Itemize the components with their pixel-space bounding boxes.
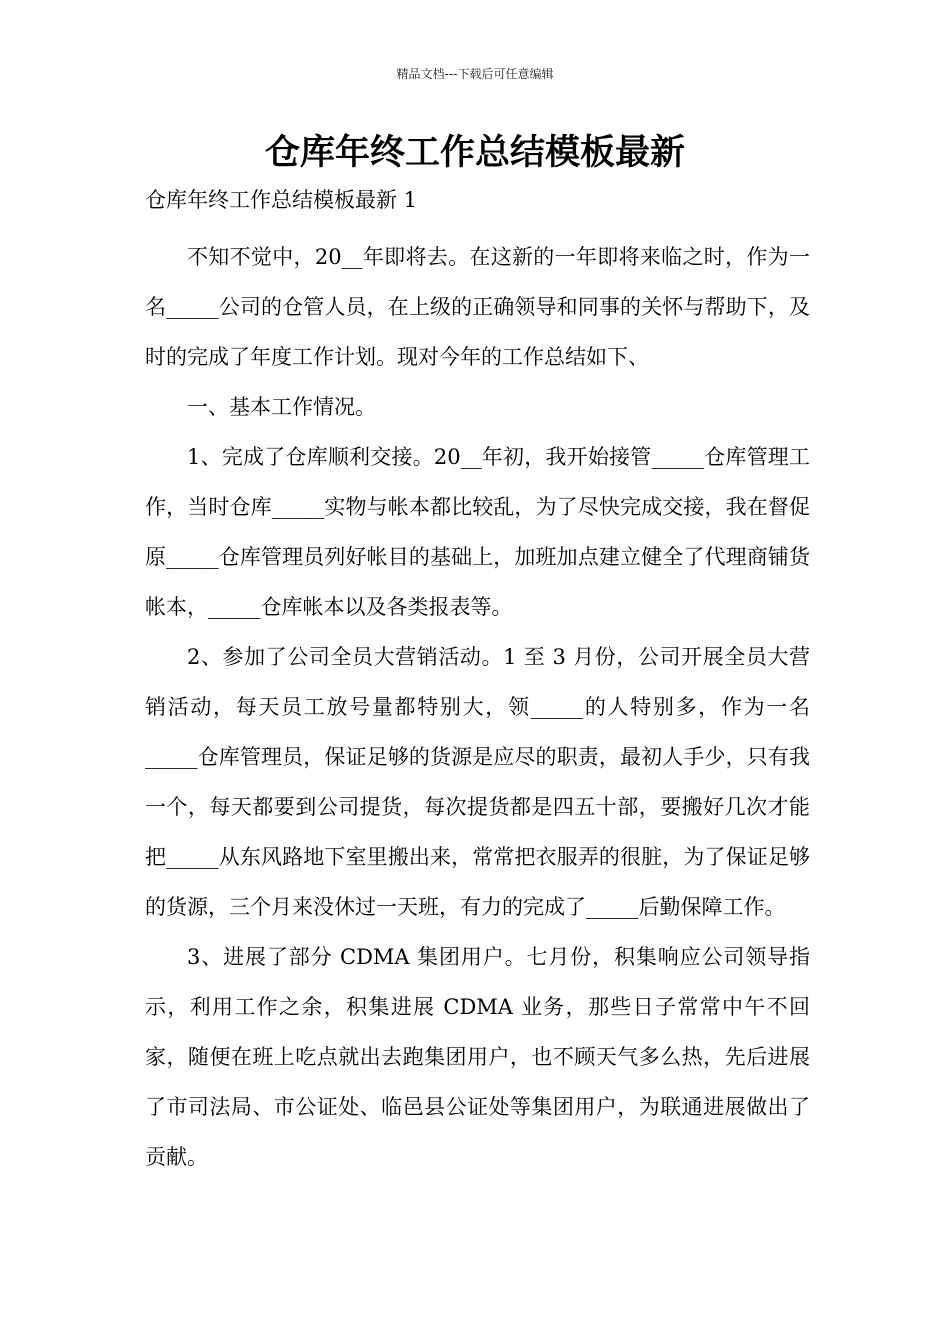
paragraph-item-1: 1、完成了仓库顺利交接。20__年初，我开始接管_____仓库管理工作，当时仓库_____实物与帐本都比较乱，为了尽快完成交接，我在督促原_____仓库管理员列好帐目的基础上，加班加点建立健全了代理商铺货帐本，_____仓库帐本以及各类报表等。 [145,445,810,619]
paragraph-intro: 不知不觉中，20__年即将去。在这新的一年即将来临之时，作为一名_____公司的仓管人员，在上级的正确领导和同事的关怀与帮助下，及时的完成了年度工作计划。现对今年的工作总结如下、 [145,245,810,369]
document-subtitle: 仓库年终工作总结模板最新 1 [145,188,418,212]
page-header-note: 精品文档---下载后可任意编辑 [396,67,554,81]
paragraph-item-2: 2、参加了公司全员大营销活动。1 至 3 月份，公司开展全员大营销活动，每天员工放号量都特别大，领_____的人特别多，作为一名_____仓库管理员，保证足够的货源是应尽的职责，最初人手少，只有我一个，每天都要到公司提货，每次提货都是四五十部，要搬好几次才能把_____从东风路地下室里搬出来，常常把衣服弄的很脏，为了保证足够的货源，三个月来没休过一天班，有力的完成了_____后勤保障工作。 [145,645,810,919]
document-body [145,182,810,1182]
paragraph-item-3: 3、进展了部分 CDMA 集团用户。七月份，积集响应公司领导指示，利用工作之余，积集进展 CDMA 业务，那些日子常常中午不回家，随便在班上吃点就出去跑集团用户，也不顾天气多么热，先后进展了市司法局、市公证处、临邑县公证处等集团用户，为联通进展做出了贡献。 [145,945,810,1169]
section-heading-basic-work: 一、基本工作情况。 [187,395,376,419]
document-title: 仓库年终工作总结模板最新 [264,133,685,173]
